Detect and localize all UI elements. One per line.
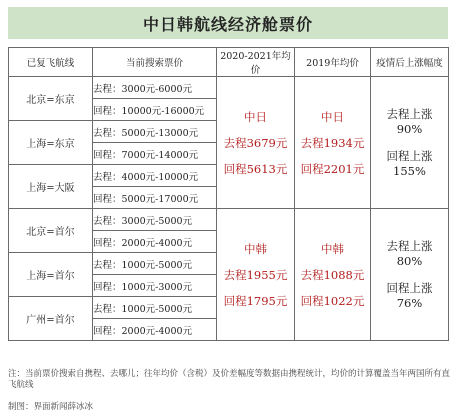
avg-return: 回程1795元 (223, 293, 288, 308)
avg-outbound: 去程3679元 (223, 135, 288, 150)
rise-outbound-label: 去程上涨 (386, 106, 433, 121)
fare-outbound: 去程：3000元-6000元 (93, 77, 217, 99)
fare-return: 回程：5000元-17000元 (93, 187, 217, 209)
footnote: 注：当前票价搜索自携程、去哪儿；往年均价（含税）及价差幅度等数据由携程统计，均价的计算覆盖当年两国所有直飞航线 (8, 369, 451, 390)
fare-table (8, 47, 449, 341)
fare-outbound: 去程：3000元-5000元 (93, 209, 217, 231)
avg-2020-2021-japan (217, 77, 295, 209)
avg-label: 中韩 (244, 241, 267, 256)
header-current-fare: 当前搜索票价 (93, 48, 217, 77)
avg-outbound: 去程1955元 (223, 267, 288, 282)
avg-label: 中韩 (321, 241, 344, 256)
rise-outbound-value: 80% (396, 253, 423, 268)
avg-outbound: 去程1088元 (300, 267, 365, 282)
rise-korea (371, 209, 449, 341)
rise-return-label: 回程上涨 (386, 280, 433, 295)
route-name: 上海=东京 (9, 121, 93, 165)
avg-2020-2021-korea (217, 209, 295, 341)
table-row (9, 77, 449, 99)
fare-return: 回程：2000元-4000元 (93, 319, 217, 341)
route-name: 广州=首尔 (9, 297, 93, 341)
avg-outbound: 去程1934元 (300, 135, 365, 150)
fare-outbound: 去程：1000元-5000元 (93, 253, 217, 275)
route-name: 上海=大阪 (9, 165, 93, 209)
fare-outbound: 去程：1000元-5000元 (93, 297, 217, 319)
rise-return-value: 76% (396, 295, 423, 310)
fare-return: 回程：2000元-4000元 (93, 231, 217, 253)
avg-label: 中日 (321, 109, 344, 124)
fare-return: 回程：7000元-14000元 (93, 143, 217, 165)
table-row (9, 209, 449, 231)
avg-return: 回程5613元 (223, 161, 288, 176)
rise-outbound-value: 90% (396, 121, 423, 136)
route-name: 北京=东京 (9, 77, 93, 121)
avg-return: 回程1022元 (300, 293, 365, 308)
rise-return-value: 155% (393, 163, 426, 178)
credit-line: 制图：界面新闻薛冰冰 (8, 402, 94, 412)
route-name: 上海=首尔 (9, 253, 93, 297)
avg-label: 中日 (244, 109, 267, 124)
route-name: 北京=首尔 (9, 209, 93, 253)
avg-2019-japan (295, 77, 371, 209)
fare-outbound: 去程：4000元-10000元 (93, 165, 217, 187)
header-rise: 疫情后上涨幅度 (371, 48, 449, 77)
header-avg-2020-2021: 2020-2021年均价 (217, 48, 295, 77)
avg-2019-korea (295, 209, 371, 341)
table-header-row (9, 48, 449, 77)
fare-return: 回程：10000元-16000元 (93, 99, 217, 121)
header-route: 已复飞航线 (9, 48, 93, 77)
rise-japan (371, 77, 449, 209)
header-avg-2019: 2019年均价 (295, 48, 371, 77)
fare-outbound: 去程：5000元-13000元 (93, 121, 217, 143)
rise-outbound-label: 去程上涨 (386, 238, 433, 253)
fare-return: 回程：1000元-3000元 (93, 275, 217, 297)
avg-return: 回程2201元 (300, 161, 365, 176)
page-title: 中日韩航线经济舱票价 (8, 7, 448, 39)
rise-return-label: 回程上涨 (386, 148, 433, 163)
